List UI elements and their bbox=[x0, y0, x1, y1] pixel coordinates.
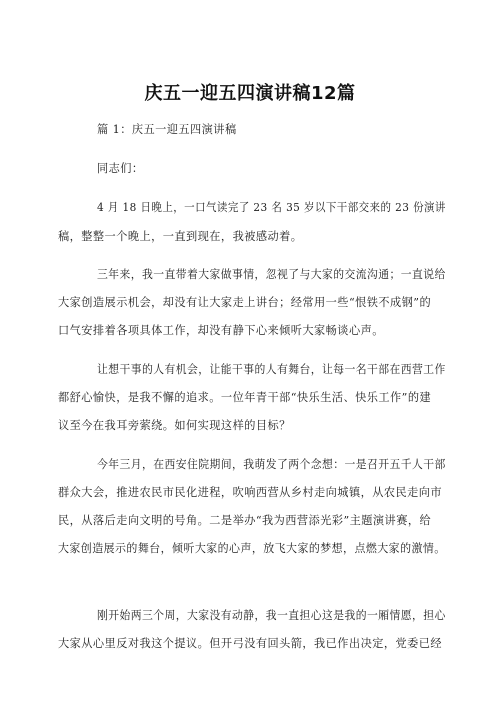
paragraph-4-line-1: 今年三月，在西安住院期间，我萌发了两个念想：一是召开五千人干部 bbox=[97, 458, 446, 471]
paragraph-3-line-1: 让想干事的人有机会，让能干事的人有舞台，让每一名干部在西营工作 bbox=[97, 363, 446, 376]
paragraph-5-line-2: 大家从心里反对我这个提议。但开弓没有回头箭，我已作出决定，党委已经 bbox=[58, 637, 443, 650]
paragraph-2-line-3: 口气安排着各项具体工作，却没有静下心来倾听大家畅谈心声。 bbox=[58, 324, 384, 337]
paragraph-3-line-3: 议至今在我耳旁萦绕。如何实现这样的目标？ bbox=[58, 419, 291, 432]
paragraph-1-line-1: 4 月 18 日晚上，一口气读完了 23 名 35 岁以下干部交来的 23 份演讲 bbox=[97, 201, 446, 214]
paragraph-3-line-2: 都舒心愉快，是我不懈的追求。一位年青干部“快乐生活、快乐工作”的建 bbox=[58, 391, 432, 404]
paragraph-4-line-3: 民，从落后走向文明的号角。二是举办“我为西营添光彩”主题演讲赛，给 bbox=[58, 514, 432, 527]
greeting-line: 同志们： bbox=[97, 162, 144, 175]
paragraph-2-line-2: 大家创造展示机会，却没有让大家走上讲台；经常用一些“恨铁不成钢”的 bbox=[58, 296, 432, 309]
paragraph-5-line-1: 刚开始两三个周，大家没有动静，我一直担心这是我的一厢情愿，担心 bbox=[97, 609, 446, 622]
paragraph-1-line-2: 稿，整整一个晚上，一直到现在，我被感动着。 bbox=[58, 230, 303, 243]
paragraph-4-line-4: 大家创造展示的舞台，倾听大家的心声，放飞大家的梦想，点燃大家的激情。 bbox=[58, 542, 446, 555]
section-subtitle: 篇 1：庆五一迎五四演讲稿 bbox=[97, 123, 237, 136]
paragraph-4-line-2: 群众大会，推进农民市民化进程，吹响西营从乡村走向城镇，从农民走向市 bbox=[58, 486, 443, 499]
document-title: 庆五一迎五四演讲稿12篇 bbox=[144, 83, 356, 104]
paragraph-2-line-1: 三年来，我一直带着大家做事情，忽视了与大家的交流沟通；一直说给 bbox=[97, 268, 446, 281]
